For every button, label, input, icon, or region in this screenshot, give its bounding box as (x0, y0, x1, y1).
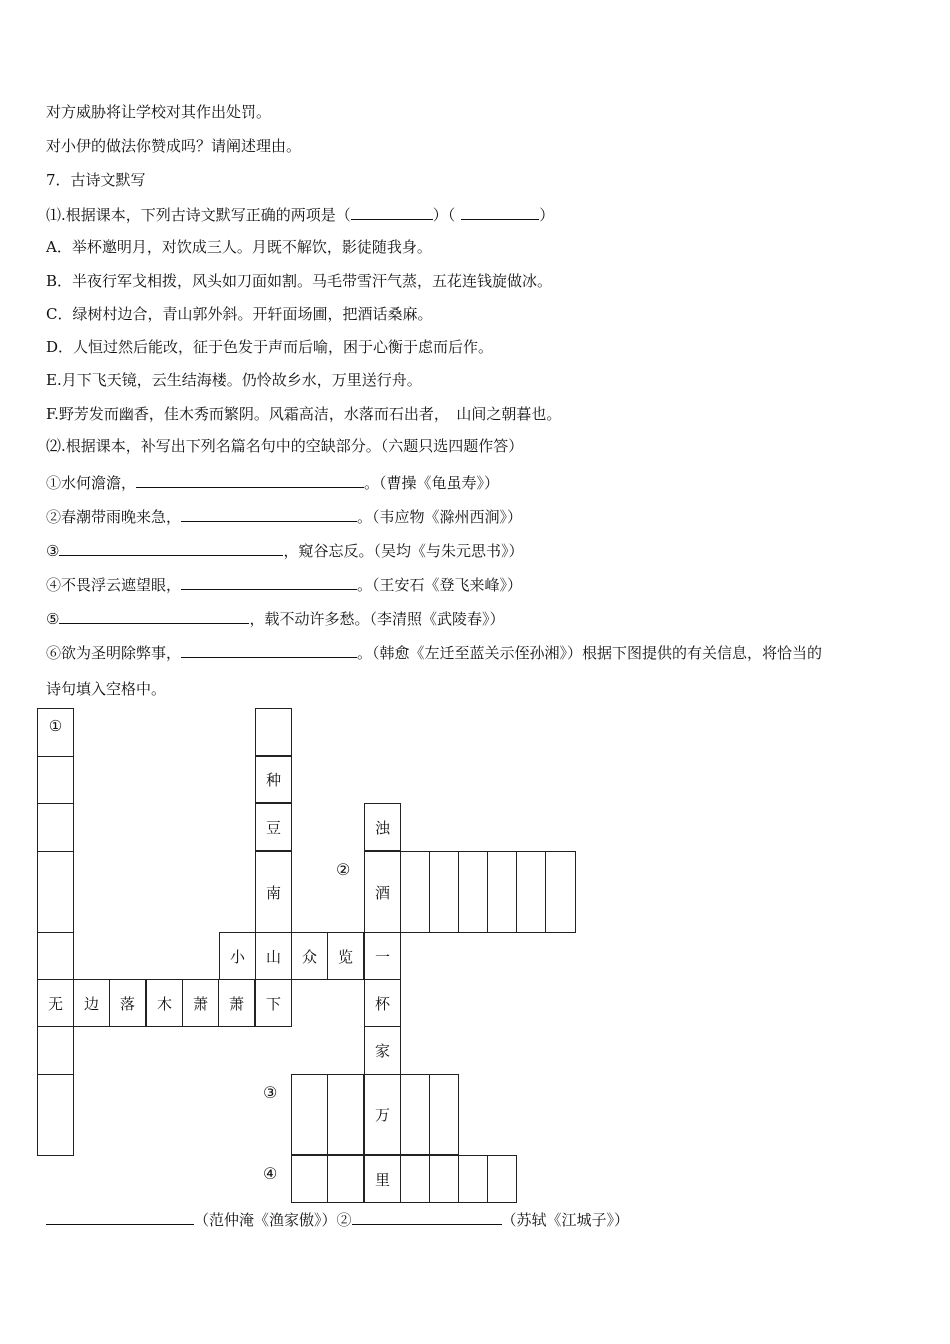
grid-marker-m2: ② (336, 860, 351, 879)
grid-cell-empty[interactable] (37, 1074, 74, 1156)
sentence-4-text: ④不畏浮云遮望眼， (46, 576, 182, 594)
grid-cell-empty[interactable] (516, 851, 546, 933)
grid-cell-xiao2[interactable]: 萧 (218, 979, 255, 1027)
grid-cell-jiu[interactable]: 酒 (364, 851, 401, 933)
grid-cell-empty[interactable] (429, 1074, 459, 1155)
q1-answer-blank-1[interactable] (351, 203, 433, 220)
grid-cell-bei[interactable]: 杯 (364, 979, 401, 1027)
option-b: B．半夜行军戈相拨，风头如刀面如割。马毛带雪汗气蒸，五花连钱旋做冰。 (46, 272, 553, 290)
grid-cell-xiao[interactable]: 小 (219, 932, 256, 980)
grid-cell-empty[interactable] (545, 851, 576, 933)
grid-cell-li[interactable]: 里 (364, 1155, 401, 1203)
option-c: C．绿树村边合，青山郭外斜。开轩面场圃，把酒话桑麻。 (46, 305, 433, 323)
text-line-1: 对方威胁将让学校对其作出处罚。 (46, 103, 272, 121)
grid-cell-empty[interactable] (487, 851, 517, 933)
grid-cell-empty[interactable] (400, 1074, 430, 1155)
grid-cell-xia[interactable]: 下 (255, 979, 292, 1027)
bottom-source-2: （苏轼《江城子》） (501, 1211, 630, 1229)
q1-mid: ）（ (432, 206, 456, 224)
sentence-4-blank[interactable] (181, 573, 357, 590)
q1-answer-blank-2[interactable] (461, 203, 539, 220)
bottom-source-1: （范仲淹《渔家傲》）② (194, 1211, 352, 1229)
question-7-heading: 7．古诗文默写 (46, 171, 146, 189)
grid-cell-empty[interactable] (291, 1074, 328, 1155)
grid-cell-empty[interactable] (429, 851, 459, 933)
grid-cell-wan[interactable]: 万 (364, 1074, 401, 1155)
grid-cell-empty[interactable] (458, 1155, 488, 1203)
sentence-3-text: ③ (46, 542, 60, 560)
grid-cell-empty[interactable] (37, 803, 74, 852)
grid-cell-jia[interactable]: 家 (364, 1026, 401, 1075)
sentence-1-source: 。（曹操《龟虽寿》） (364, 474, 500, 492)
grid-cell-empty[interactable] (400, 1155, 430, 1203)
grid-cell-empty[interactable] (37, 1026, 74, 1075)
option-d: D．人恒过然后能改，征于色发于声而后喻，困于心衡于虑而后作。 (46, 338, 494, 356)
sentence-1-text: ①水何澹澹， (46, 474, 137, 492)
bottom-answer-line (46, 1208, 629, 1230)
grid-marker-m4: ④ (263, 1164, 278, 1183)
sentence-3-source: ，窥谷忘反。（吴均《与朱元思书》） (283, 542, 524, 560)
grid-marker-m3: ③ (263, 1083, 278, 1102)
grid-cell-yi[interactable]: 一 (364, 932, 401, 980)
q1-prefix: ⑴.根据课本，下列古诗文默写正确的两项是（ (46, 206, 351, 224)
option-e: E.月下飞天镜，云生结海楼。仍怜故乡水，万里送行舟。 (46, 371, 422, 389)
sentence-6 (46, 641, 822, 663)
sentence-6-blank[interactable] (181, 641, 357, 658)
option-a: A．举杯邀明月，对饮成三人。月既不解饮，影徒随我身。 (46, 238, 432, 256)
sentence-4 (46, 573, 522, 595)
sentence-2-blank[interactable] (181, 505, 357, 522)
grid-cell-empty[interactable] (400, 851, 430, 933)
grid-cell-empty[interactable] (255, 708, 292, 756)
sentence-3 (46, 539, 523, 561)
sentence-6-text: ⑥欲为圣明除弊事， (46, 644, 182, 662)
grid-cell-empty[interactable] (429, 1155, 459, 1203)
sentence-6-continued: 诗句填入空格中。 (46, 680, 167, 698)
sentence-5-text: ⑤ (46, 610, 60, 628)
grid-cell-lan[interactable]: 览 (327, 932, 364, 980)
grid-cell-empty[interactable] (291, 1155, 328, 1203)
question-2-prompt: ⑵.根据课本，补写出下列名篇名句中的空缺部分。（六题只选四题作答） (46, 437, 524, 455)
sentence-1 (46, 471, 499, 493)
sentence-1-blank[interactable] (136, 471, 364, 488)
sentence-5-blank[interactable] (59, 607, 249, 624)
grid-cell-empty[interactable] (327, 1074, 364, 1155)
grid-cell-zhong[interactable]: 种 (255, 756, 292, 803)
grid-cell-empty[interactable] (458, 851, 488, 933)
sentence-2 (46, 505, 522, 527)
option-f: F.野芳发而幽香，佳木秀而繁阴。风霜高洁，水落而石出者， 山间之朝暮也。 (46, 405, 562, 423)
sentence-2-text: ②春潮带雨晚来急， (46, 508, 182, 526)
grid-cell-empty[interactable] (327, 1155, 364, 1203)
q1-end: ） (539, 206, 555, 224)
grid-cell-bian[interactable]: 边 (73, 979, 110, 1027)
grid-cell-wu[interactable]: 无 (37, 979, 74, 1027)
grid-cell-dou[interactable]: 豆 (255, 803, 292, 851)
sentence-6-source: 。（韩愈《左迁至蓝关示侄孙湘》）根据下图提供的有关信息，将恰当的 (357, 644, 823, 662)
grid-cell-xiao1[interactable]: 萧 (182, 979, 219, 1027)
grid-cell-empty[interactable] (37, 756, 74, 804)
question-1-prompt (46, 203, 554, 225)
sentence-2-source: 。（韦应物《滁州西涧》） (357, 508, 523, 526)
grid-cell-nan[interactable]: 南 (255, 851, 292, 933)
grid-cell-empty[interactable] (37, 932, 74, 980)
grid-cell-empty[interactable] (487, 1155, 517, 1203)
sentence-5 (46, 607, 504, 629)
grid-cell-luo[interactable]: 落 (109, 979, 146, 1027)
sentence-5-source: ，载不动许多愁。（李清照《武陵春》） (249, 610, 505, 628)
bottom-blank-2[interactable] (352, 1208, 502, 1225)
grid-cell-empty[interactable] (37, 851, 74, 933)
grid-cell-shan[interactable]: 山 (255, 932, 292, 980)
grid-cell-zhuo[interactable]: 浊 (364, 803, 401, 851)
grid-cell-zhong2[interactable]: 众 (291, 932, 328, 980)
sentence-4-source: 。（王安石《登飞来峰》） (357, 576, 523, 594)
bottom-blank-1[interactable] (46, 1208, 194, 1225)
sentence-3-blank[interactable] (59, 539, 283, 556)
grid-cell-c1[interactable]: ① (37, 708, 74, 757)
text-line-2: 对小伊的做法你赞成吗？请阐述理由。 (46, 137, 302, 155)
grid-cell-mu[interactable]: 木 (146, 979, 183, 1027)
